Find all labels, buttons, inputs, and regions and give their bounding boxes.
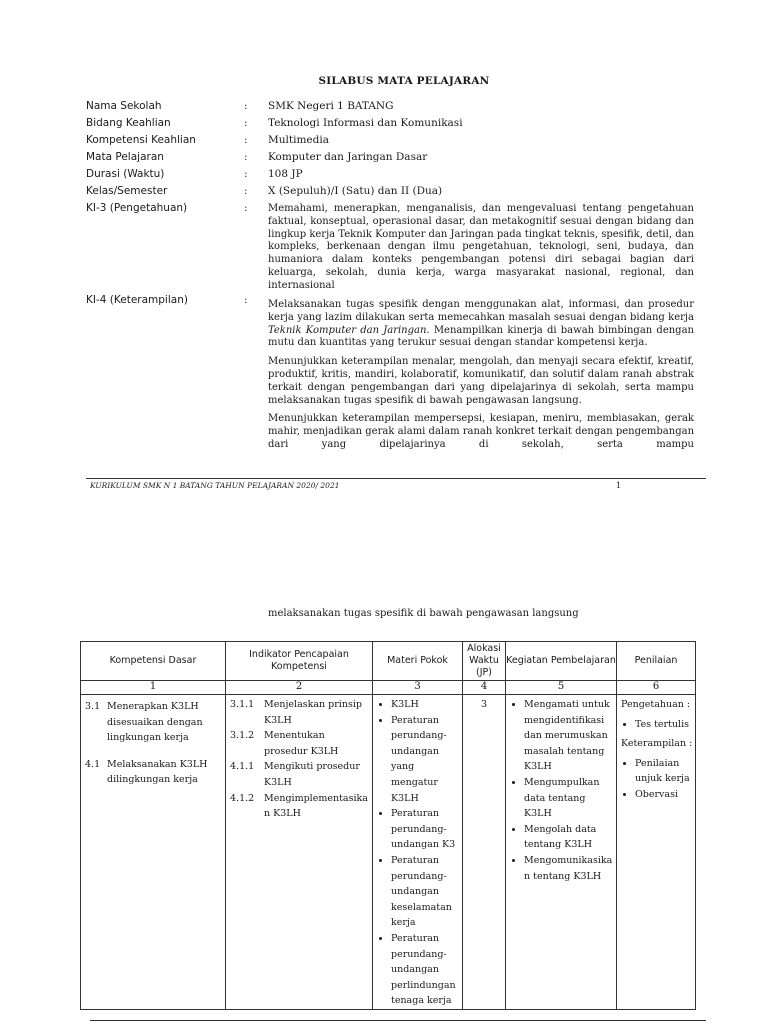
- identity-label: Nama Sekolah: [86, 100, 162, 112]
- identity-colon: :: [244, 151, 248, 163]
- alokasi-cell: [463, 695, 506, 1010]
- ki4-paragraph-2: Menunjukkan keterampilan menalar, mengolah, dan menyaji secara efektif, kreatif, produktif, kritis, mandiri, kolaboratif, komunikatif, dan solutif dalam ranah abstrak terkait dengan pengembangan dari yang dipelajarinya di sekolah, serta mampu melaksanakan tugas spesifik di bawah pengawasan langsung.: [268, 356, 694, 406]
- indikator-cell: [226, 695, 373, 1010]
- bottom-divider: [90, 1020, 706, 1021]
- identity-label: Bidang Keahlian: [86, 117, 171, 129]
- alokasi-value: 3: [480, 699, 488, 710]
- identity-value: X (Sepuluh)/I (Satu) dan II (Dua): [268, 185, 443, 197]
- identity-value: Teknologi Informasi dan Komunikasi: [268, 117, 463, 129]
- penilaian-keterampilan-list: [617, 752, 695, 803]
- indikator-number: 3.1.1: [230, 699, 255, 710]
- indikator-text: Menentukan prosedur K3LH: [264, 730, 339, 757]
- identity-colon: :: [244, 185, 248, 197]
- materi-list: [373, 695, 462, 1009]
- header-indikator: Indikator Pencapaian Kompetensi: [226, 642, 373, 681]
- header-alokasi-waktu: Alokasi Waktu (JP): [463, 642, 506, 681]
- indikator-number: 4.1.1: [230, 761, 255, 773]
- indikator-item: [226, 728, 372, 759]
- identity-colon: :: [244, 294, 248, 306]
- ki4-text: [268, 299, 694, 452]
- kegiatan-item: • Mengomunikasikan tentang K3LH: [524, 853, 614, 884]
- penilaian-item: • Obervasi: [635, 787, 693, 803]
- kegiatan-item: • Mengamati untuk mengidentifikasi dan merumuskan masalah tentang K3LH: [524, 697, 614, 775]
- column-number: 5: [506, 681, 617, 695]
- ki4-continued-text: melaksanakan tugas spesifik di bawah pengawasan langsung: [268, 608, 579, 619]
- penilaian-pengetahuan-list: [617, 713, 695, 733]
- table-header-row: [81, 642, 696, 681]
- kd-text: Melaksanakan K3LH dilingkungan kerja: [107, 758, 208, 786]
- column-number: 2: [226, 681, 373, 695]
- column-number: 6: [617, 681, 696, 695]
- penilaian-cell: [617, 695, 696, 1010]
- identity-colon: :: [244, 134, 248, 146]
- identity-value: 108 JP: [268, 168, 303, 180]
- column-number: 4: [463, 681, 506, 695]
- indikator-text: Mengimplementasikan K3LH: [264, 792, 368, 820]
- materi-pokok-cell: [373, 695, 463, 1010]
- footer-divider: [86, 478, 706, 479]
- indikator-text: Menjelaskan prinsip K3LH: [264, 699, 362, 726]
- identity-label: Mata Pelajaran: [86, 151, 164, 163]
- header-kegiatan: Kegiatan Pembelajaran: [506, 642, 617, 681]
- ki4-paragraph-3: Menunjukkan keterampilan mempersepsi, kesiapan, meniru, membiasakan, gerak mahir, menjadikan gerak alami dalam ranah konkret terkait dengan pengembangan dari yang dipelajarinya di sekolah, serta mampu: [268, 413, 695, 450]
- kd-item: [81, 746, 225, 788]
- kd-item: [81, 695, 225, 746]
- column-number: 1: [81, 681, 226, 695]
- indikator-number: 3.1.2: [230, 730, 255, 742]
- materi-item: • Peraturan perundang-undangan yang mengatur K3LH: [391, 713, 460, 807]
- identity-colon: :: [244, 168, 248, 180]
- materi-item: • K3LH: [391, 697, 460, 713]
- footer-text: KURIKULUM SMK N 1 BATANG TAHUN PELAJARAN 2020/ 2021: [90, 481, 340, 490]
- indikator-item: [226, 791, 372, 822]
- table-row: [81, 695, 696, 1010]
- kegiatan-list: [506, 695, 616, 884]
- ki4-paragraph-1: [268, 299, 694, 350]
- identity-label: Durasi (Waktu): [86, 168, 165, 180]
- indikator-number: 4.1.2: [230, 792, 255, 804]
- penilaian-item: • Penilaian unjuk kerja: [635, 756, 693, 787]
- ki4-p1-text: Melaksanakan tugas spesifik dengan menggunakan alat, informasi, dan prosedur kerja yang lazim dilakukan serta memecahkan masalah sesuai dengan bidang kerja: [268, 299, 694, 323]
- identity-colon: :: [244, 202, 248, 214]
- identity-label: KI-4 (Keterampilan): [86, 294, 188, 306]
- kegiatan-item: • Mengolah data tentang K3LH: [524, 822, 614, 853]
- identity-label: KI-3 (Pengetahuan): [86, 202, 188, 214]
- identity-value: SMK Negeri 1 BATANG: [268, 100, 394, 112]
- ki3-text: [268, 203, 694, 293]
- materi-item: • Peraturan perundang-undangan perlindungan tenaga kerja: [391, 931, 460, 1009]
- page-number: 1: [616, 481, 622, 490]
- kd-number: 3.1: [85, 701, 101, 712]
- identity-colon: :: [244, 100, 248, 112]
- kegiatan-item: • Mengumpulkan data tentang K3LH: [524, 775, 614, 822]
- indikator-item: [226, 759, 372, 790]
- syllabus-table: [80, 641, 696, 1010]
- header-materi-pokok: Materi Pokok: [373, 642, 463, 681]
- kegiatan-cell: [506, 695, 617, 1010]
- header-kompetensi-dasar: Kompetensi Dasar: [81, 642, 226, 681]
- document-title: SILABUS MATA PELAJARAN: [318, 75, 490, 87]
- kompetensi-dasar-cell: [81, 695, 226, 1010]
- identity-value: Komputer dan Jaringan Dasar: [268, 151, 428, 163]
- identity-label: Kelas/Semester: [86, 185, 168, 197]
- column-number: 3: [373, 681, 463, 695]
- indikator-text: Mengikuti prosedur K3LH: [264, 761, 360, 788]
- identity-colon: :: [244, 117, 248, 129]
- kd-number: 4.1: [85, 758, 101, 770]
- materi-item: • Peraturan perundang-undangan K3: [391, 806, 460, 853]
- identity-value: Multimedia: [268, 134, 329, 146]
- ki4-p1-text-b: Menampilkan kinerja di bawah bimbingan dengan mutu dan kuantitas yang terukur sesuai dengan standar kompetensi kerja.: [268, 324, 694, 349]
- identity-label: Kompetensi Keahlian: [86, 134, 196, 146]
- table-number-row: [81, 681, 696, 695]
- penilaian-item: • Tes tertulis: [635, 717, 693, 733]
- kd-text: Menerapkan K3LH disesuaikan dengan lingkungan kerja: [107, 701, 203, 744]
- ki3-paragraph: Memahami, menerapkan, menganalisis, dan mengevaluasi tentang pengetahuan faktual, konseptual, operasional dasar, dan metakognitif sesuai dengan bidang dan lingkup kerja Teknik Komputer dan Jaringan pada tingkat teknis, spesifik, detil, dan kompleks, berkenaan dengan ilmu pengetahuan, teknologi, seni, budaya, dan humaniora dalam konteks pengembangan potensi diri sebagai bagian dari keluarga, sekolah, dunia kerja, warga masyarakat nasional, regional, dan internasional: [268, 203, 694, 291]
- header-penilaian: Penilaian: [617, 642, 696, 681]
- penilaian-keterampilan-label: Keterampilan :: [621, 738, 693, 750]
- penilaian-pengetahuan-label: Pengetahuan :: [621, 699, 691, 710]
- indikator-item: [226, 697, 372, 728]
- materi-item: • Peraturan perundang-undangan keselamatan kerja: [391, 853, 460, 931]
- ki4-p1-italic: Teknik Komputer dan Jaringan.: [268, 324, 430, 336]
